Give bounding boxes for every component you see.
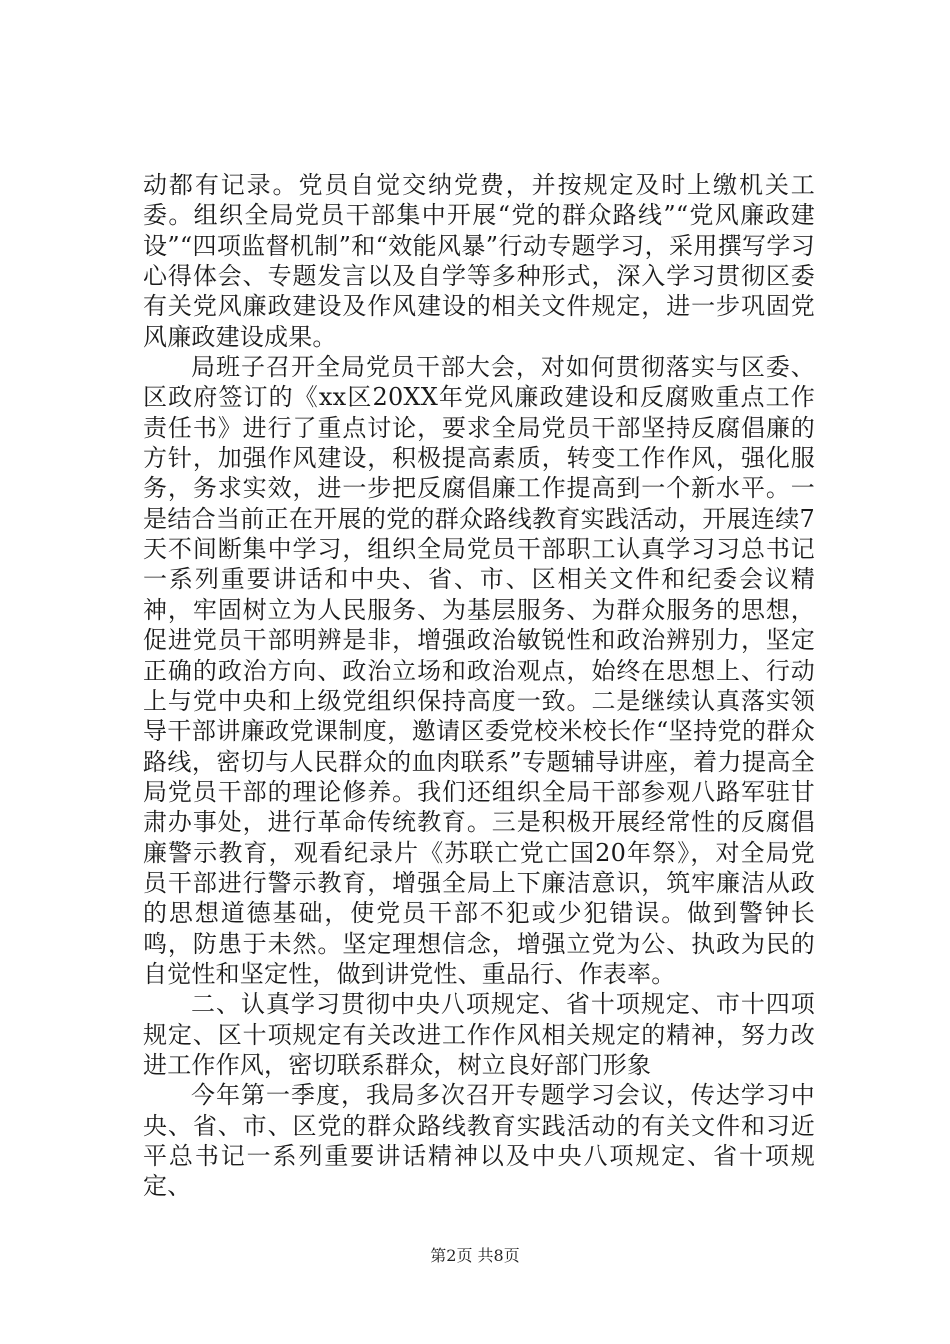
document-body	[143, 170, 815, 1202]
paragraph-2: 局班子召开全局党员干部大会，对如何贯彻落实与区委、区政府签订的《xx区20XX年党风廉政建设和反腐败重点工作责任书》进行了重点讨论，要求全局党员干部坚持反腐倡廉的方针，加强作风建设，积极提高素质，转变工作作风，强化服务，务求实效，进一步把反腐倡廉工作提高到一个新水平。一是结合当前正在开展的党的群众路线教育实践活动，开展连续7天不间断集中学习，组织全局党员干部职工认真学习习总书记一系列重要讲话和中央、省、市、区相关文件和纪委会议精神，牢固树立为人民服务、为基层服务、为群众服务的思想，促进党员干部明辨是非，增强政治敏锐性和政治辨别力，坚定正确的政治方向、政治立场和政治观点，始终在思想上、行动上与党中央和上级党组织保持高度一致。二是继续认真落实领导干部讲廉政党课制度，邀请区委党校米校长作“坚持党的群众路线，密切与人民群众的血肉联系”专题辅导讲座，着力提高全局党员干部的理论修养。我们还组织全局干部参观八路军驻甘肃办事处，进行革命传统教育。三是积极开展经常性的反腐倡廉警示教育，观看纪录片《苏联亡党亡国20年祭》，对全局党员干部进行警示教育，增强全局上下廉洁意识，筑牢廉洁从政的思想道德基础，使党员干部不犯或少犯错误。做到警钟长鸣，防患于未然。坚定理想信念，增强立党为公、执政为民的自觉性和坚定性，做到讲党性、重品行、作表率。	[143, 353, 815, 988]
paragraph-1: 动都有记录。党员自觉交纳党费，并按规定及时上缴机关工委。组织全局党员干部集中开展“党的群众路线”“党风廉政建设”“四项监督机制”和“效能风暴”行动专题学习，采用撰写学习心得体会、专题发言以及自学等多种形式，深入学习贯彻区委有关党风廉政建设及作风建设的相关文件规定，进一步巩固党风廉政建设成果。	[143, 171, 815, 351]
paragraph-4: 今年第一季度，我局多次召开专题学习会议，传达学习中央、省、市、区党的群众路线教育实践活动的有关文件和习近平总书记一系列重要讲话精神以及中央八项规定、省十项规定、	[143, 1081, 815, 1201]
paragraph-3-heading: 二、认真学习贯彻中央八项规定、省十项规定、市十四项规定、区十项规定有关改进工作作风相关规定的精神，努力改进工作作风，密切联系群众，树立良好部门形象	[143, 990, 815, 1079]
page-number-footer: 第2页 共8页	[430, 1246, 520, 1265]
